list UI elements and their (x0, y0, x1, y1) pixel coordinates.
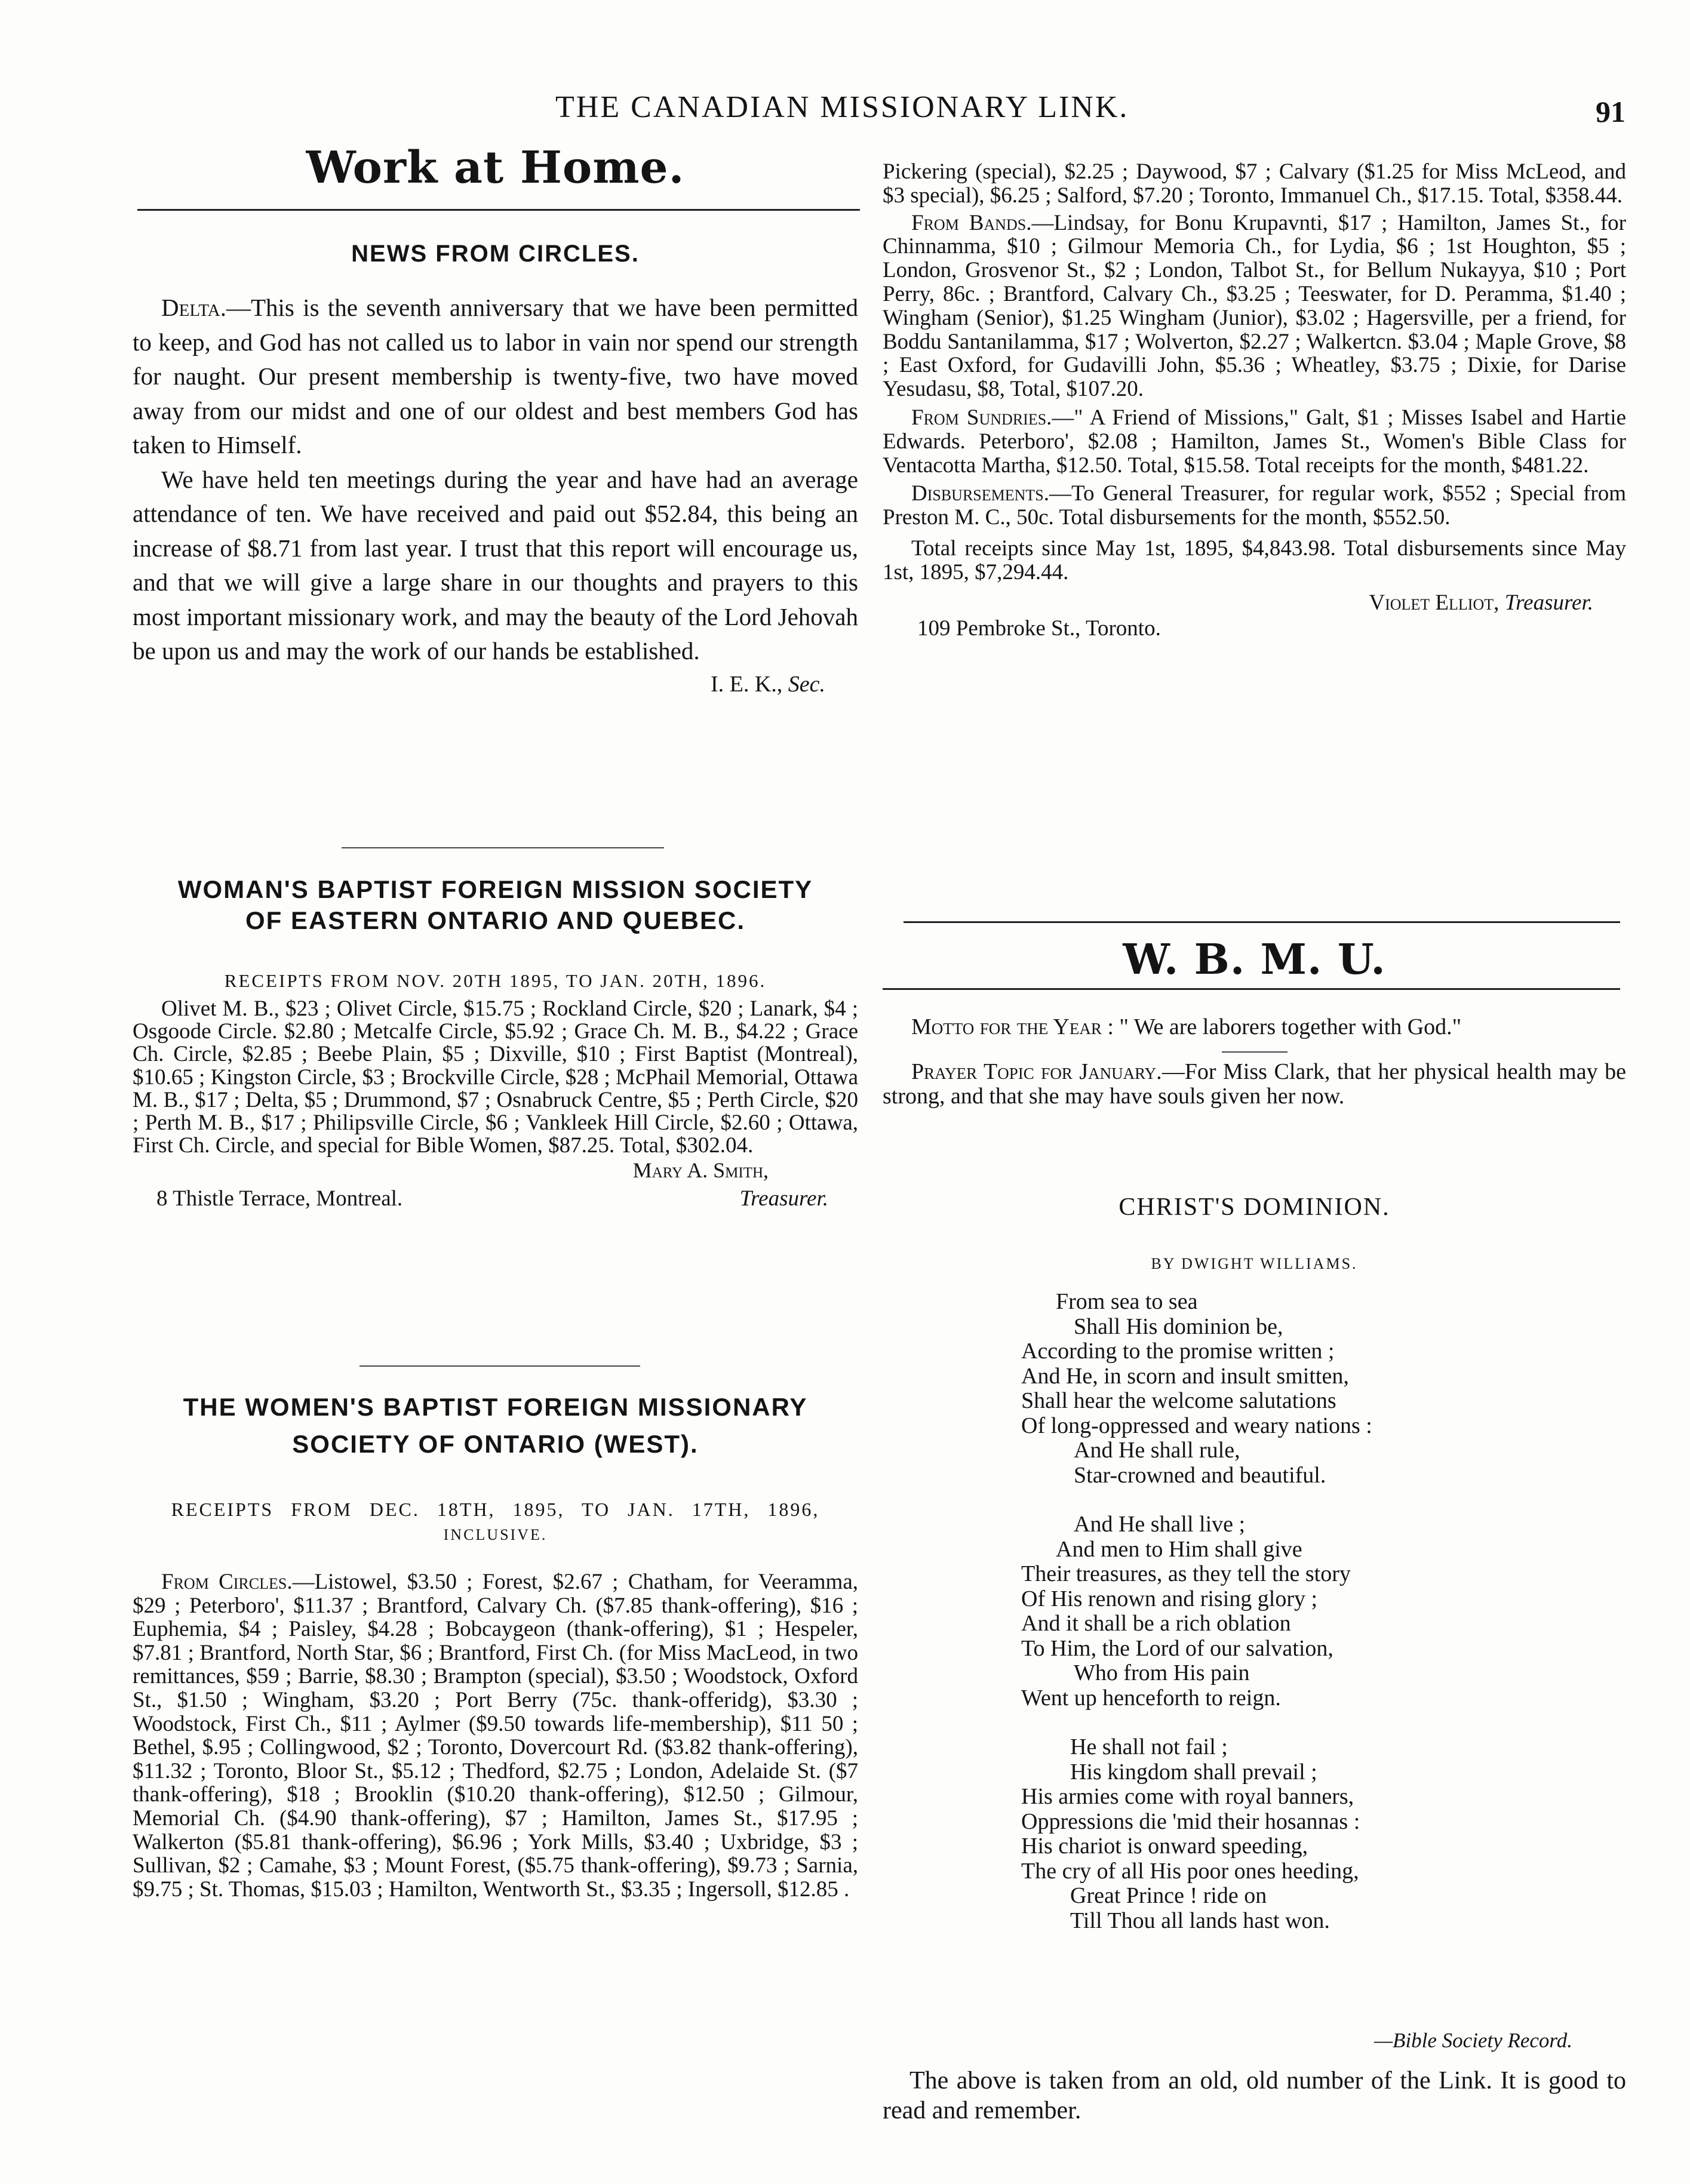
treasurer-address: 109 Pembroke St., Toronto. (917, 616, 1161, 641)
short-divider (1222, 1051, 1288, 1053)
poem-title: CHRIST'S DOMINION. (1119, 1193, 1390, 1221)
wbmu-rule-bottom (883, 988, 1620, 990)
poem (1021, 1290, 1626, 1933)
page-number: 91 (1596, 95, 1626, 128)
eastern-signer: Mary A. Smith, (632, 1158, 769, 1183)
publication-title: THE CANADIAN MISSIONARY LINK. (555, 90, 1129, 124)
west-receipts-line-2: INCLUSIVE. (443, 1526, 548, 1543)
running-header (0, 90, 1690, 137)
wbmu-rule-top (904, 921, 1620, 923)
west-receipts (133, 1570, 858, 1901)
poem-stanza-1: From sea to sea Shall His dominion be, According to the promise written ; And He, in scorn and insult smitten, Shall hear the welcome salutations Of long-oppressed and weary nations : And He shall rule, Star-crowned and beautiful. (1021, 1289, 1372, 1488)
poem-byline: BY DWIGHT WILLIAMS. (1151, 1255, 1358, 1272)
west-continued (883, 160, 1626, 641)
treasurer-signature: Violet Elliot, Treasurer. (1369, 590, 1593, 615)
eastern-heading: WOMAN'S BAPTIST FOREIGN MISSION SOCIETY OF EASTERN ONTARIO AND QUEBEC. (177, 875, 813, 934)
prayer-topic: Prayer Topic for January.—For Miss Clark, that her physical health may be strong, and that she may have souls given her now. (883, 1059, 1626, 1109)
news-lead: Delta. (161, 294, 226, 321)
wbmu-title: W. B. M. U. (1123, 934, 1386, 984)
disbursements: Disbursements.—To General Treasurer, for regular work, $552 ; Special from Preston M. C., 50c. Total disbursements for the month, $552.50. (883, 481, 1626, 530)
divider (359, 1365, 640, 1367)
west-heading: THE WOMEN'S BAPTIST FOREIGN MISSIONARY SOCIETY OF ONTARIO (WEST). (183, 1393, 808, 1458)
news-signature: I. E. K., Sec. (710, 671, 825, 697)
eastern-body: Olivet M. B., $23 ; Olivet Circle, $15.75 ; Rockland Circle, $20 ; Lanark, $4 ; Osgoode Circle. $2.80 ; Metcalfe Circle, $5.92 ; Grace Ch. M. B., $4.22 ; Grace Ch. Circle, $2.85 ; Beebe Plain, $5 ; Dixville, $10 ; First Baptist (Montreal), $10.65 ; Kingston Circle, $3 ; Brockville Circle, $28 ; McPhail Memorial, Ottawa M. B., $17 ; Delta, $5 ; Drummond, $7 ; Osnabruck Centre, $5 ; Perth Circle, $20 ; Perth M. B., $17 ; Philipsville Circle, $6 ; Vankleek Hill Circle, $2.60 ; Ottawa, First Ch. Circle, and special for Bible Women, $87.25. Total, $302.04. (133, 996, 858, 1158)
news-paragraph-2: We have held ten meetings during the year and have had an average attendance of ten. We have received and paid out $52.84, this being an increase of $8.71 from last year. I trust that this report will encourage us, and that we will give a large share in our thoughts and prayers to this most important missionary work, and may the beauty of the Lord Jehovah be upon us and may the work of our hands be established. (133, 465, 858, 665)
poem-source: —Bible Society Record. (1373, 2029, 1572, 2052)
west-receipts-line: RECEIPTS FROM DEC. 18TH, 1895, TO JAN. 17TH, 1896, (171, 1499, 820, 1520)
from-sundries: From Sundries.—" A Friend of Missions," Galt, $1 ; Misses Isabel and Hartie Edwards. Peterboro', $2.08 ; Hamilton, James St., Women's Bible Class for Ventacotta Martha, $12.50. Total, $15.58. Total receipts for the month, $481.22. (883, 405, 1626, 478)
from-bands: From Bands.—Lindsay, for Bonu Krupavnti, $17 ; Hamilton, James St., for Chinnamma, $10 ; Gilmour Memoria Ch., for Lydia, $6 ; 1st Houghton, $5 ; London, Grosvenor St., $2 ; London, Talbot St., for Bellum Nukayya, $10 ; Port Perry, 86c. ; Brantford, Calvary Ch., $3.25 ; Teeswater, for D. Peramma, $1.40 ; Wingham (Senior), $1.25 Wingham (Junior), $3.02 ; Hagersville, per a friend, for Boddu Santanilamma, $17 ; Wolverton, $2.27 ; Walkertcn. $3.04 ; Maple Grove, $8 ; East Oxford, for Gudavilli John, $5.36 ; Wheatley, $3.75 ; Dixie, for Darise Yesudasu, $8, Total, $107.20. (883, 210, 1626, 402)
news-heading: NEWS FROM CIRCLES. (351, 241, 640, 267)
wbmu-notes (883, 1015, 1626, 1109)
eastern-receipts (133, 998, 858, 1213)
news-article (133, 291, 858, 703)
eastern-receipts-line: RECEIPTS FROM NOV. 20TH 1895, TO JAN. 20TH, 1896. (224, 970, 767, 991)
west-circles: From Circles.—Listowel, $3.50 ; Forest, $2.67 ; Chatham, for Veeramma, $29 ; Peterboro', $11.37 ; Brantford, Calvary Ch. ($7.85 thank-offering), $16 ; Euphemia, $4 ; Paisley, $4.28 ; Bobcaygeon (thank-offering), $1 ; Hespeler, $7.81 ; Brantford, North Star, $6 ; Brantford, First Ch. (for Miss MacLeod, in two remittances, $59 ; Barrie, $8.30 ; Brampton (special), $3.50 ; Woodstock, Oxford St., $1.50 ; Wingham, $3.20 ; Port Berry (75c. thank-offeridg), $3.30 ; Woodstock, First Ch., $11 ; Aylmer ($9.50 towards life-membership), $11 50 ; Bethel, $.95 ; Collingwood, $2 ; Toronto, Dovercourt Rd. ($3.82 thank-offering), $11.32 ; Toronto, Bloor St., $5.12 ; Thedford, $2.75 ; London, Adelaide St. ($7 thank-offering), $18 ; Brooklin ($10.20 thank-offering), $12.50 ; Gilmour, Memorial Ch. ($4.90 thank-offering), $7 ; Hamilton, James St., $17.95 ; Walkerton ($5.81 thank-offering), $6.96 ; York Mills, $3.40 ; Uxbridge, $3 ; Sullivan, $2 ; Camahe, $3 ; Mount Forest, ($5.75 thank-offering), $9.73 ; Sarnia, $9.75 ; St. Thomas, $15.03 ; Hamilton, Wentworth St., $3.35 ; Ingersoll, $12.85 . (133, 1570, 858, 1902)
totals: Total receipts since May 1st, 1895, $4,843.98. Total disbursements since May 1st, 1895, $7,294.44. (883, 536, 1626, 585)
closing-note: The above is taken from an old, old number of the Link. It is good to read and remember. (883, 2067, 1626, 2124)
poem-stanza-3: He shall not fail ; His kingdom shall prevail ; His armies come with royal banners, Oppressions die 'mid their hosannas : His chariot is onward speeding, The cry of all His poor ones heeding, Great Prince ! ride on Till Thou all lands hast won. (1021, 1734, 1360, 1933)
circles-continued: Pickering (special), $2.25 ; Daywood, $7 ; Calvary ($1.25 for Miss McLeod, and $3 special), $6.25 ; Salford, $7.20 ; Toronto, Immanuel Ch., $17.15. Total, $358.44. (883, 159, 1626, 208)
poem-stanza-2: And He shall live ; And men to Him shall give Their treasures, as they tell the story Of His renown and rising glory ; And it shall be a rich oblation To Him, the Lord of our salvation, Who from His pain Went up henceforth to reign. (1021, 1512, 1351, 1711)
eastern-signer-role: Treasurer. (739, 1186, 828, 1211)
eastern-address: 8 Thistle Terrace, Montreal. (156, 1186, 403, 1211)
divider (342, 847, 664, 848)
news-paragraph-1: Delta.—This is the seventh anniversary that we have been permitted to keep, and God has not called us to labor in vain nor spend our strength for naught. Our present membership is twenty-five, two have moved away from our midst and one of our oldest and best members God has taken to Himself. (133, 294, 858, 459)
section-rule (137, 209, 860, 211)
motto: Motto for the Year : " We are laborers together with God." (911, 1014, 1462, 1039)
section-title: Work at Home. (306, 142, 685, 193)
